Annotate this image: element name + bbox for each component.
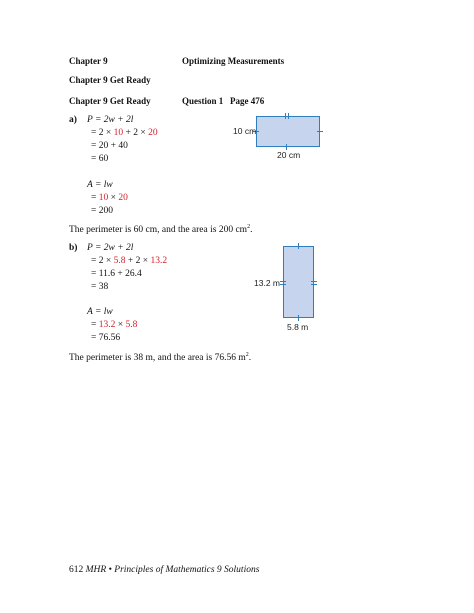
rectangle-b-left-tick-2 (280, 284, 286, 285)
part-b-label: b) (69, 243, 78, 253)
part-b-perimeter-line-4: = 38 (91, 282, 109, 292)
page-number: 612 (69, 565, 84, 575)
section-heading: Chapter 9 Get Ready (69, 75, 151, 85)
rectangle-b-top-tick (298, 243, 299, 249)
subsection-heading: Chapter 9 Get Ready (69, 96, 151, 106)
rectangle-b-bottom-label: 5.8 m (287, 322, 309, 332)
part-b-perimeter-line-1: P = 2w + 2l (87, 243, 134, 253)
rectangle-b-left-tick (280, 281, 286, 282)
part-b-area-line-2: = 13.2 × 5.8 (91, 320, 138, 330)
part-a-perimeter-line-2: = 2 × 10 + 2 × 20 (91, 128, 158, 138)
footer-bullet: • (108, 565, 112, 575)
rectangle-b-right-tick (311, 281, 317, 282)
rectangle-b-side-label: 13.2 m (254, 278, 280, 288)
part-a-perimeter-line-1: P = 2w + 2l (87, 115, 134, 125)
chapter-label: Chapter 9 (69, 56, 108, 66)
part-a-area-line-2: = 10 × 20 (91, 193, 128, 203)
part-a-perimeter-line-3: = 20 + 40 (91, 141, 128, 151)
part-a-label: a) (69, 115, 77, 125)
rectangle-a-diagram (256, 116, 320, 147)
page-footer (69, 565, 259, 575)
rectangle-b-bottom-tick (298, 315, 299, 321)
part-b-perimeter-line-3: = 11.6 + 26.4 (91, 269, 142, 279)
page-reference: Page 476 (230, 96, 265, 106)
rectangle-b-right-tick-2 (311, 284, 317, 285)
rectangle-b-diagram (283, 246, 314, 318)
part-a-area-line-1: A = lw (87, 180, 113, 190)
rectangle-a-bottom-label: 20 cm (277, 150, 301, 160)
part-b-conclusion: The perimeter is 38 m, and the area is 76.56 $m^2$. (69, 352, 252, 364)
part-a-perimeter-line-4: = 60 (91, 154, 109, 164)
book-title: Principles of Mathematics 9 Solutions (114, 565, 260, 575)
part-a-area-line-3: = 200 (91, 206, 113, 216)
question-number: Question 1 (182, 96, 224, 106)
rectangle-a-right-tick (317, 131, 323, 132)
rectangle-a-top-tick (285, 113, 286, 119)
part-b-area-line-3: = 76.56 (91, 333, 121, 343)
chapter-title: Optimizing Measurements (182, 56, 285, 66)
rectangle-a-top-tick-2 (288, 113, 289, 119)
part-b-perimeter-line-2: = 2 × 5.8 + 2 × 13.2 (91, 256, 168, 266)
publisher: MHR (85, 565, 107, 575)
part-a-conclusion: The perimeter is 60 cm, and the area is 200 $cm^2$. (69, 224, 253, 236)
part-b-area-line-1: A = lw (87, 307, 113, 317)
rectangle-a-side-label: 10 cm (233, 126, 257, 136)
